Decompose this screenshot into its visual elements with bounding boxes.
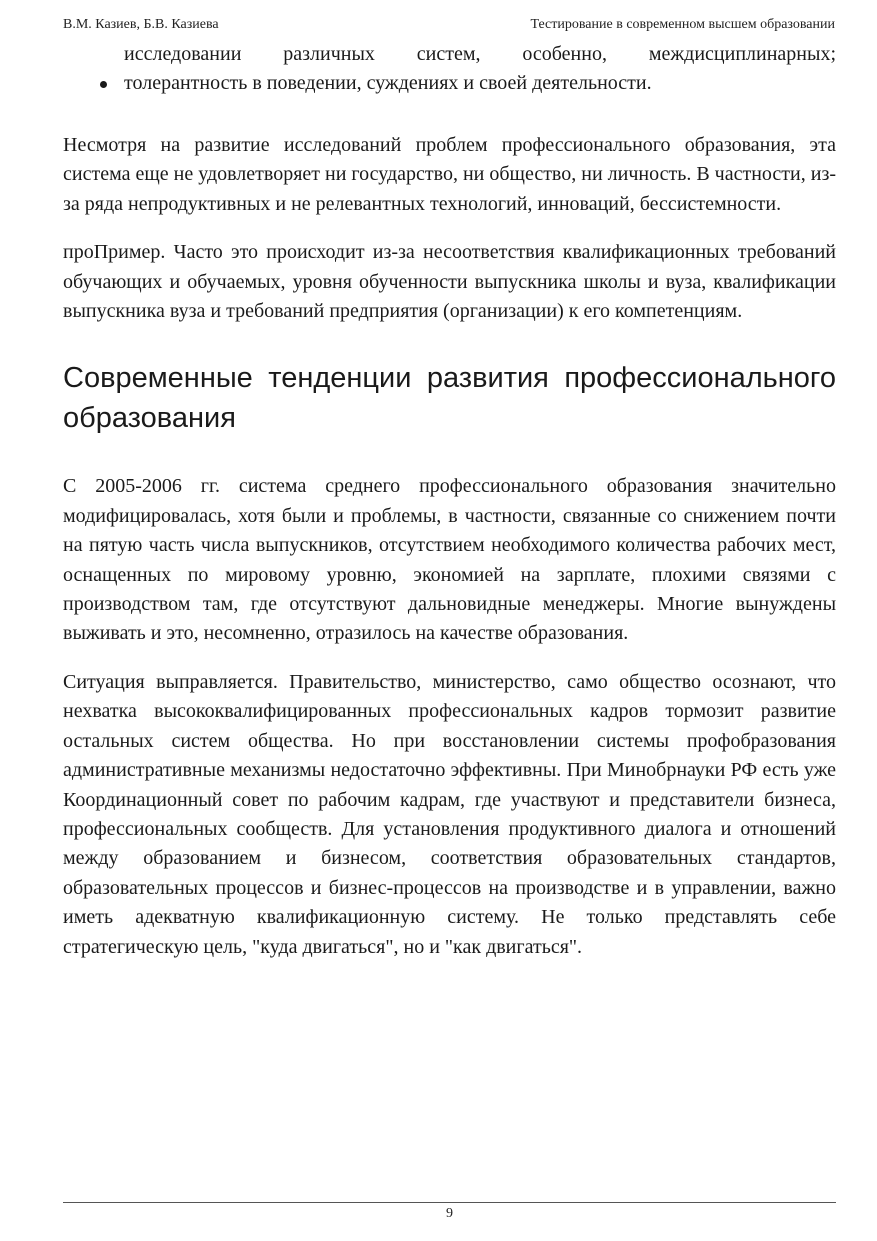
page-content (63, 40, 836, 962)
bullet-continuation: исследовании различных систем, особенно, междисциплинарных; (124, 43, 836, 65)
section-paragraph: Ситуация выправляется. Правительство, министерство, само общество осознают, что нехватка высококвалифицированных профессиональных кадров тормозит развитие остальных систем общества. Но при восстановлении системы профобразования административные механизмы недостаточно эффективны. При Минобрнауки РФ есть уже Координационный совет по рабочим кадрам, где участвуют и представители бизнеса, профессиональных сообществ. Для установления продуктивного диалога и отношений между образованием и бизнесом, соответствия образовательных стандартов, образовательных процессов и бизнес-процессов на производстве и в управлении, важно иметь адекватную квалификационную систему. Не только представлять себе стратегическую цель, "куда двигаться", но и "как двигаться". (63, 670, 836, 958)
bullet-text: толерантность в поведении, суждениях и своей деятельности. (124, 72, 652, 94)
header-title: Тестирование в современном высшем образовании (530, 17, 835, 32)
section-paragraph: С 2005-2006 гг. система среднего профессионального образования значительно модифицировалась, хотя были и проблемы, в частности, связанные со снижением почти на пятую часть числа выпускников, отсутствием необходимого количества рабочих мест, оснащенных по мировому уровню, экономией на зарплате, плохими связями с производством там, где отсутствуют дальновидные менеджеры. Многие вынуждены выживать и это, несомненно, отразилось на качестве образования. (63, 475, 836, 645)
bullet-dot-icon (100, 81, 107, 88)
page-number: 9 (446, 1206, 453, 1221)
running-header (63, 17, 835, 33)
header-authors: В.М. Казиев, Б.В. Казиева (63, 17, 219, 32)
section-heading: Современные тенденции развития профессионального образования (63, 362, 836, 435)
bullet-list-item (63, 69, 836, 98)
body-paragraph: проПример. Часто это происходит из-за несоответствия квалификационных требований обучающих и обучаемых, уровня обученности выпускника школы и вуза, квалификации выпускника вуза и требований предприятия (организации) к его компетенциям. (63, 241, 836, 323)
footer-divider (63, 1202, 836, 1203)
body-paragraph: Несмотря на развитие исследований проблем профессионального образования, эта система еще не удовлетворяет ни государство, ни общество, ни личность. В частности, из-за ряда непродуктивных и не релевантных технологий, инноваций, бессистемности. (63, 134, 837, 215)
